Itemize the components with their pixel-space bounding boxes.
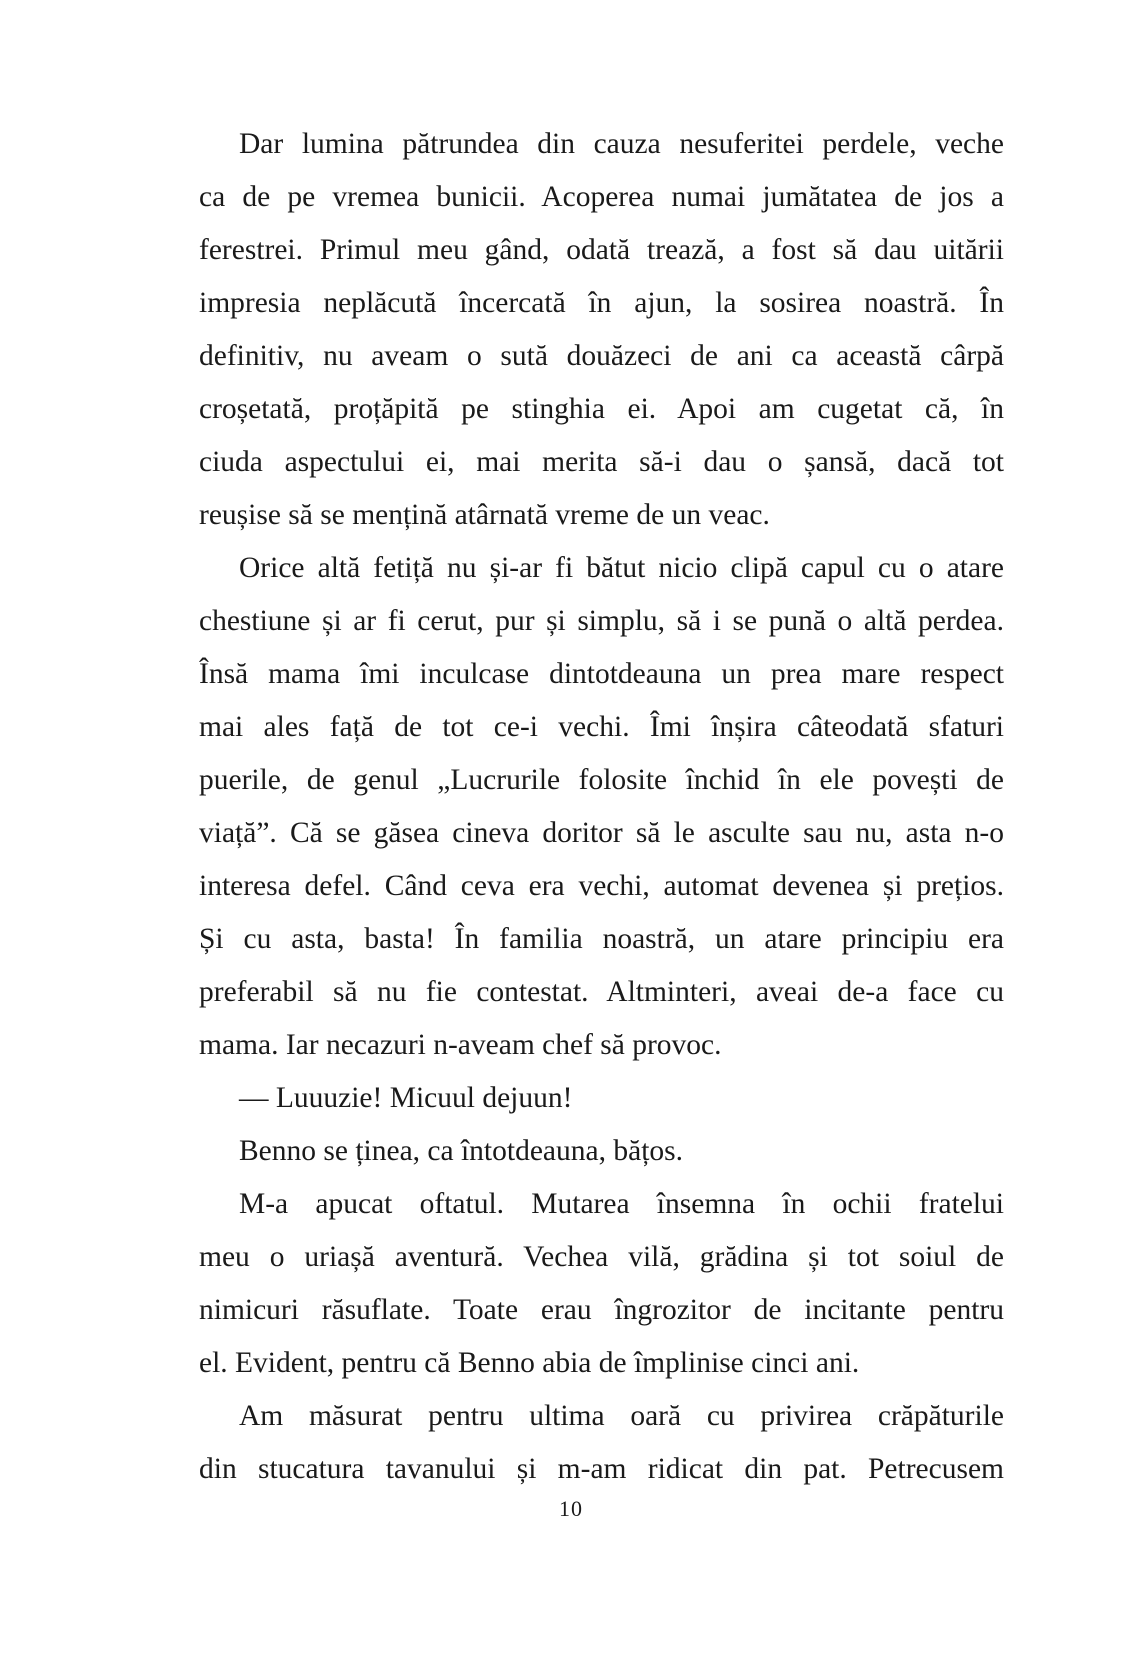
page-body [199,118,1004,1496]
paragraph [199,118,1004,542]
text-line: Și cu asta, basta! În familia noastră, un atare principiu era [199,923,1004,955]
paragraph [199,1390,1004,1496]
text-line: croșetată, proțăpită pe stinghia ei. Apoi am cugetat că, în [199,393,1004,425]
text-line: Însă mama îmi inculcase dintotdeauna un prea mare respect [199,658,1004,690]
text-line: impresia neplăcută încercată în ajun, la sosirea noastră. În [199,287,1004,319]
text-line: ferestrei. Primul meu gând, odată trează, a fost să dau uitării [199,234,1004,266]
text-line: Am măsurat pentru ultima oară cu privirea crăpăturile [239,1400,1004,1432]
dialogue-paragraph [199,1072,1004,1125]
paragraph [199,542,1004,1072]
text-line: din stucatura tavanului și m-am ridicat din pat. Petrecusem [199,1453,1004,1485]
text-line: Orice altă fetiță nu și-ar fi bătut nicio clipă capul cu o atare [239,552,1004,584]
page-number: 10 [559,1496,583,1521]
text-line: reușise să se mențină atârnată vreme de un veac. [199,499,770,531]
text-line: puerile, de genul „Lucrurile folosite închid în ele povești de [199,764,1004,796]
text-line: el. Evident, pentru că Benno abia de împlinise cinci ani. [199,1347,860,1379]
paragraph [199,1178,1004,1390]
text-line: Dar lumina pătrundea din cauza nesuferitei perdele, veche [239,128,1004,160]
text-line: — Luuuzie! Micuul dejuun! [239,1082,573,1114]
text-line: chestiune și ar fi cerut, pur și simplu, să i se pună o altă perdea. [199,605,1004,637]
text-line: meu o uriașă aventură. Vechea vilă, grădina și tot soiul de [199,1241,1004,1273]
text-line: definitiv, nu aveam o sută douăzeci de ani ca această cârpă [199,340,1004,372]
text-line: ciuda aspectului ei, mai merita să-i dau o șansă, dacă tot [199,446,1004,478]
text-line: viață”. Că se găsea cineva doritor să le asculte sau nu, asta n-o [199,817,1004,849]
text-line: ca de pe vremea bunicii. Acoperea numai jumătatea de jos a [199,181,1004,213]
text-line: preferabil să nu fie contestat. Altminteri, aveai de-a face cu [199,976,1004,1008]
text-line: mama. Iar necazuri n-aveam chef să provoc. [199,1029,722,1061]
text-line: mai ales față de tot ce-i vechi. Îmi înșira câteodată sfaturi [199,711,1004,743]
text-line: interesa defel. Când ceva era vechi, automat devenea și prețios. [199,870,1004,902]
text-line: M-a apucat oftatul. Mutarea însemna în ochii fratelui [239,1188,1004,1220]
text-line: Benno se ținea, ca întotdeauna, bățos. [239,1135,683,1167]
text-line: nimicuri răsuflate. Toate erau îngrozitor de incitante pentru [199,1294,1004,1326]
paragraph [199,1125,1004,1178]
